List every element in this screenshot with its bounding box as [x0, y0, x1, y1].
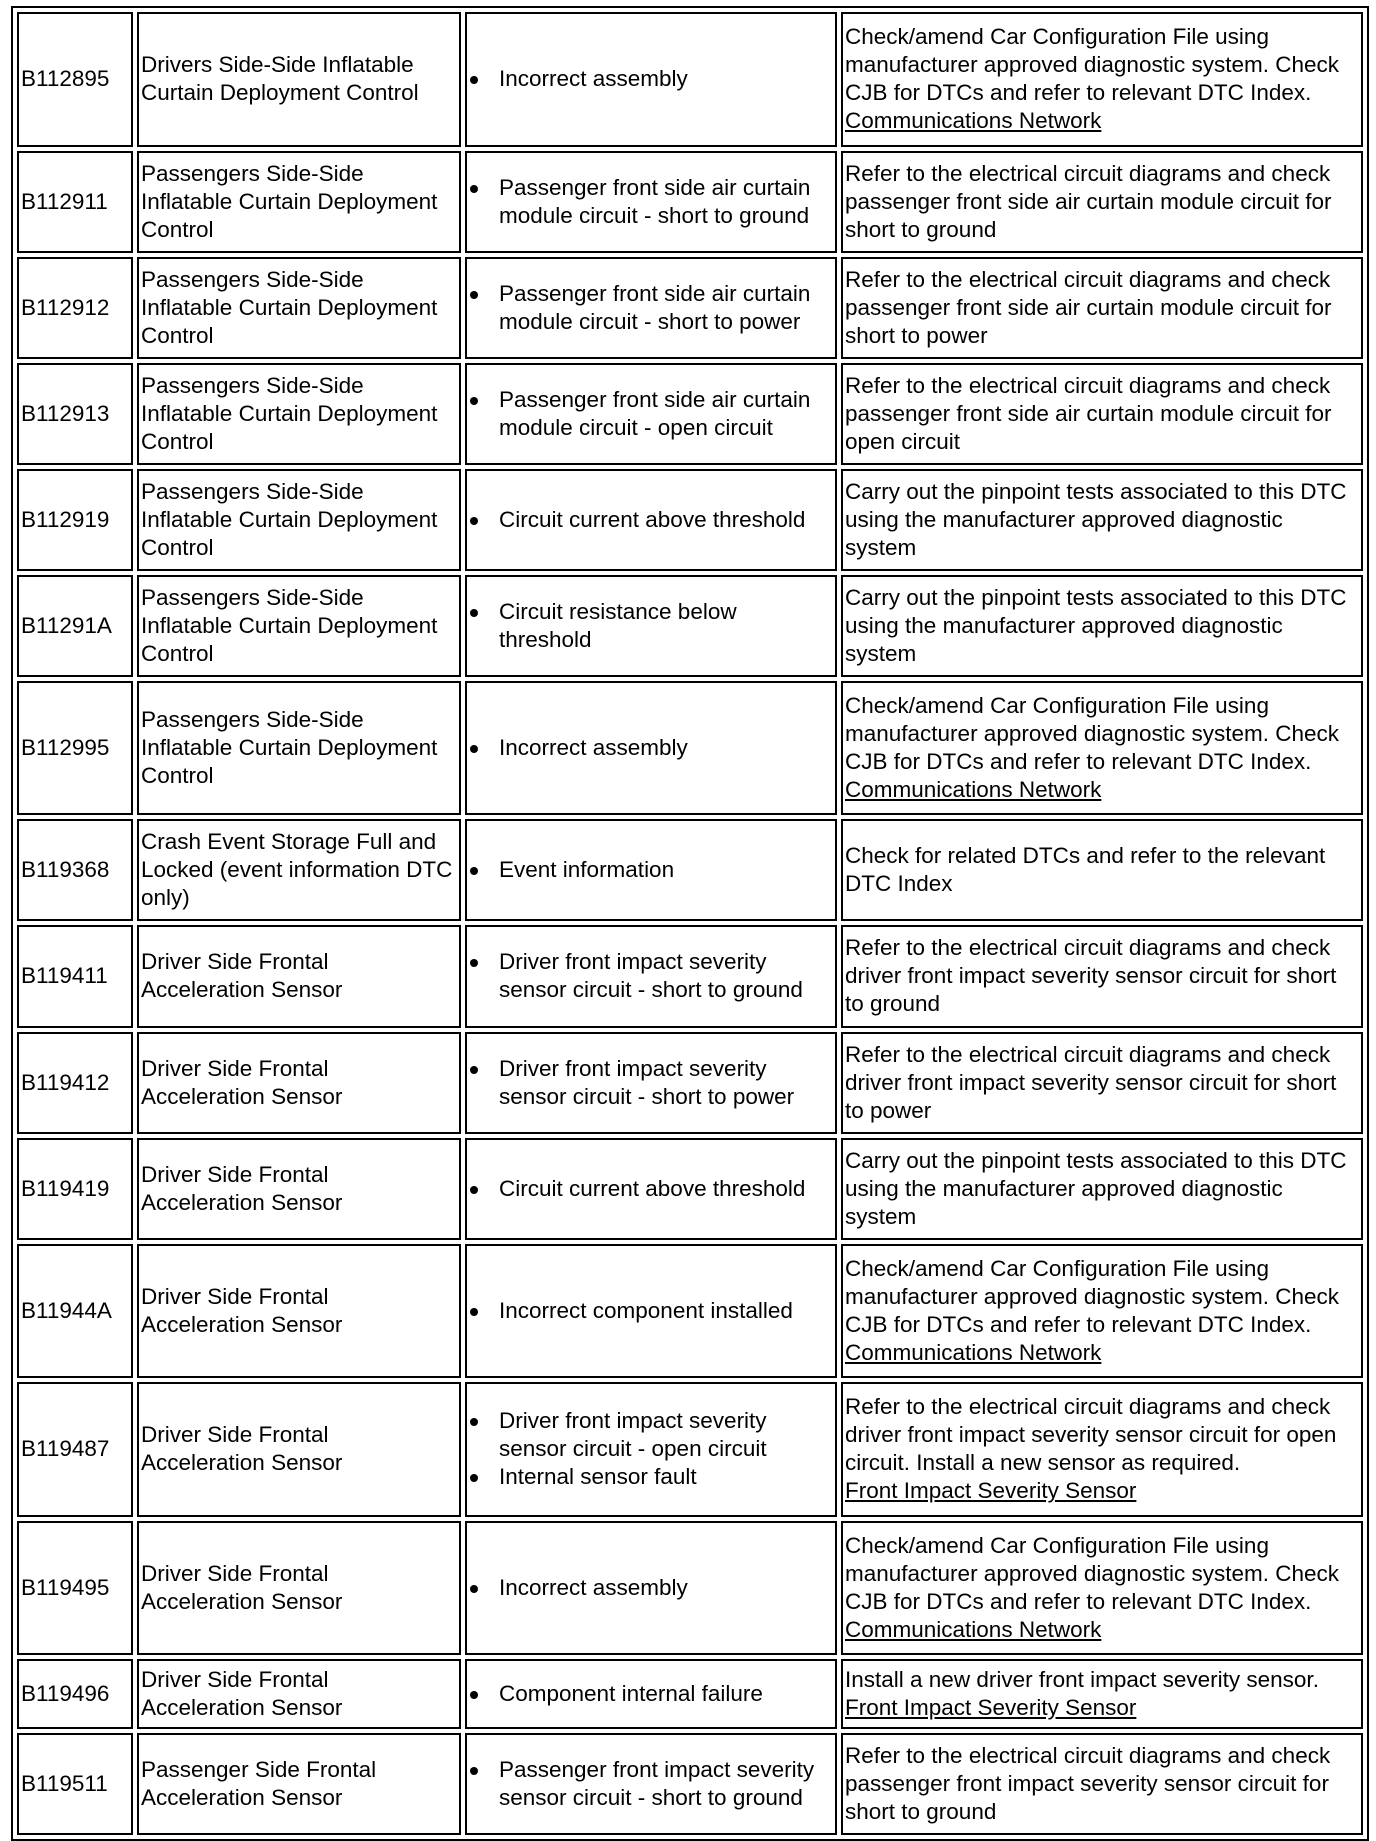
dtc-description-cell: Passengers Side-Side Inflatable Curtain Deployment Control: [137, 681, 461, 816]
dtc-description-cell: Driver Side Frontal Acceleration Sensor: [137, 1382, 461, 1517]
dtc-code-cell: B112919: [17, 469, 133, 571]
conditions-list: [469, 1055, 833, 1111]
dtc-description-cell: Passengers Side-Side Inflatable Curtain Deployment Control: [137, 575, 461, 677]
dtc-description-cell: Driver Side Frontal Acceleration Sensor: [137, 925, 461, 1027]
condition-item: Driver front impact severity sensor circuit - short to ground: [499, 948, 833, 1004]
table-row: [17, 1138, 1363, 1240]
dtc-conditions-cell: [465, 1733, 837, 1835]
dtc-conditions-cell: [465, 575, 837, 677]
condition-item: Incorrect assembly: [499, 65, 833, 93]
dtc-action-cell: [841, 1733, 1363, 1835]
conditions-list: [469, 506, 833, 534]
conditions-list: [469, 1680, 833, 1708]
dtc-conditions-cell: [465, 1521, 837, 1656]
dtc-code-cell: B119495: [17, 1521, 133, 1656]
dtc-action-cell: [841, 1521, 1363, 1656]
table-row: [17, 925, 1363, 1027]
condition-item: Passenger front side air curtain module circuit - short to ground: [499, 174, 833, 230]
condition-item: Internal sensor fault: [499, 1463, 833, 1491]
dtc-description-cell: Passengers Side-Side Inflatable Curtain Deployment Control: [137, 257, 461, 359]
action-text: Refer to the electrical circuit diagrams and check passenger front side air curtain module circuit for short to power: [845, 266, 1332, 348]
table-row: [17, 1244, 1363, 1379]
dtc-action-cell: [841, 575, 1363, 677]
condition-item: Circuit resistance below threshold: [499, 598, 833, 654]
dtc-code-cell: B119487: [17, 1382, 133, 1517]
dtc-description-cell: Driver Side Frontal Acceleration Sensor: [137, 1244, 461, 1379]
action-text: Refer to the electrical circuit diagrams and check driver front impact severity sensor circuit for short to power: [845, 1041, 1337, 1123]
dtc-description-cell: Driver Side Frontal Acceleration Sensor: [137, 1138, 461, 1240]
table-row: [17, 819, 1363, 921]
dtc-conditions-cell: [465, 1032, 837, 1134]
condition-item: Component internal failure: [499, 1680, 833, 1708]
condition-item: Incorrect assembly: [499, 1574, 833, 1602]
action-text: Carry out the pinpoint tests associated to this DTC using the manufacturer approved diagnostic system: [845, 478, 1347, 560]
conditions-list: [469, 1574, 833, 1602]
condition-item: Passenger front side air curtain module circuit - short to power: [499, 280, 833, 336]
action-text: Check/amend Car Configuration File using manufacturer approved diagnostic system. Check CJB for DTCs and refer to relevant DTC Index.: [845, 1255, 1339, 1337]
table-row: [17, 575, 1363, 677]
dtc-conditions-cell: [465, 681, 837, 816]
action-text: Check for related DTCs and refer to the relevant DTC Index: [845, 843, 1326, 897]
action-text: Install a new driver front impact severity sensor.: [845, 1667, 1319, 1692]
dtc-code-cell: B112913: [17, 363, 133, 465]
table-row: [17, 1032, 1363, 1134]
conditions-list: [469, 856, 833, 884]
condition-item: Circuit current above threshold: [499, 1175, 833, 1203]
conditions-list: [469, 280, 833, 336]
condition-item: Passenger front side air curtain module circuit - open circuit: [499, 386, 833, 442]
conditions-list: [469, 1175, 833, 1203]
dtc-action-cell: [841, 1138, 1363, 1240]
dtc-description-cell: Driver Side Frontal Acceleration Sensor: [137, 1032, 461, 1134]
conditions-list: [469, 65, 833, 93]
dtc-action-cell: [841, 681, 1363, 816]
dtc-description-cell: Passengers Side-Side Inflatable Curtain Deployment Control: [137, 469, 461, 571]
dtc-code-cell: B11944A: [17, 1244, 133, 1379]
dtc-action-cell: [841, 1382, 1363, 1517]
dtc-code-cell: B112911: [17, 151, 133, 253]
dtc-action-cell: [841, 469, 1363, 571]
dtc-action-cell: [841, 1032, 1363, 1134]
dtc-description-cell: Drivers Side-Side Inflatable Curtain Deployment Control: [137, 12, 461, 147]
dtc-action-cell: [841, 257, 1363, 359]
condition-item: Driver front impact severity sensor circuit - short to power: [499, 1055, 833, 1111]
action-text: Refer to the electrical circuit diagrams and check passenger front side air curtain module circuit for open circuit: [845, 372, 1332, 454]
dtc-conditions-cell: [465, 469, 837, 571]
dtc-conditions-cell: [465, 151, 837, 253]
dtc-description-cell: Driver Side Frontal Acceleration Sensor: [137, 1521, 461, 1656]
table-row: [17, 151, 1363, 253]
dtc-code-cell: B112912: [17, 257, 133, 359]
dtc-conditions-cell: [465, 257, 837, 359]
action-text: Carry out the pinpoint tests associated to this DTC using the manufacturer approved diagnostic system: [845, 584, 1347, 666]
reference-link[interactable]: Communications Network: [845, 777, 1102, 803]
table-row: [17, 363, 1363, 465]
condition-item: Incorrect assembly: [499, 734, 833, 762]
condition-item: Passenger front impact severity sensor circuit - short to ground: [499, 1756, 833, 1812]
dtc-conditions-cell: [465, 925, 837, 1027]
dtc-conditions-cell: [465, 1382, 837, 1517]
table-row: [17, 681, 1363, 816]
dtc-description-cell: Driver Side Frontal Acceleration Sensor: [137, 1659, 461, 1729]
reference-link[interactable]: Communications Network: [845, 1616, 1102, 1642]
dtc-code-cell: B119419: [17, 1138, 133, 1240]
condition-item: Event information: [499, 856, 833, 884]
table-row: [17, 1733, 1363, 1835]
dtc-description-cell: Crash Event Storage Full and Locked (event information DTC only): [137, 819, 461, 921]
dtc-description-cell: Passengers Side-Side Inflatable Curtain Deployment Control: [137, 363, 461, 465]
reference-link[interactable]: Communications Network: [845, 108, 1102, 134]
table-row: [17, 1382, 1363, 1517]
condition-item: Driver front impact severity sensor circuit - open circuit: [499, 1407, 833, 1463]
reference-link[interactable]: Front Impact Severity Sensor: [845, 1478, 1137, 1504]
dtc-code-cell: B119411: [17, 925, 133, 1027]
dtc-conditions-cell: [465, 1244, 837, 1379]
action-text: Check/amend Car Configuration File using manufacturer approved diagnostic system. Check CJB for DTCs and refer to relevant DTC Index.: [845, 1532, 1339, 1614]
condition-item: Incorrect component installed: [499, 1297, 833, 1325]
table-row: [17, 257, 1363, 359]
dtc-action-cell: [841, 925, 1363, 1027]
action-text: Refer to the electrical circuit diagrams and check driver front impact severity sensor circuit for open circuit. Install a new sensor as required.: [845, 1394, 1337, 1476]
conditions-list: [469, 1756, 833, 1812]
dtc-code-cell: B119496: [17, 1659, 133, 1729]
action-text: Refer to the electrical circuit diagrams and check passenger front impact severity sensor circuit for short to ground: [845, 1742, 1331, 1824]
conditions-list: [469, 174, 833, 230]
dtc-code-cell: B119368: [17, 819, 133, 921]
table-row: [17, 1659, 1363, 1729]
action-text: Refer to the electrical circuit diagrams and check passenger front side air curtain module circuit for short to ground: [845, 160, 1332, 242]
dtc-action-cell: [841, 1659, 1363, 1729]
conditions-list: [469, 386, 833, 442]
dtc-action-cell: [841, 819, 1363, 921]
conditions-list: [469, 1407, 833, 1491]
dtc-action-cell: [841, 151, 1363, 253]
dtc-conditions-cell: [465, 12, 837, 147]
dtc-code-cell: B112995: [17, 681, 133, 816]
dtc-code-cell: B119412: [17, 1032, 133, 1134]
dtc-action-cell: [841, 12, 1363, 147]
dtc-table: [11, 6, 1369, 1841]
dtc-code-cell: B119511: [17, 1733, 133, 1835]
table-row: [17, 12, 1363, 147]
action-text: Check/amend Car Configuration File using manufacturer approved diagnostic system. Check CJB for DTCs and refer to relevant DTC Index.: [845, 693, 1339, 775]
conditions-list: [469, 734, 833, 762]
dtc-action-cell: [841, 1244, 1363, 1379]
dtc-description-cell: Passengers Side-Side Inflatable Curtain Deployment Control: [137, 151, 461, 253]
dtc-description-cell: Passenger Side Frontal Acceleration Sensor: [137, 1733, 461, 1835]
reference-link[interactable]: Front Impact Severity Sensor: [845, 1695, 1137, 1720]
conditions-list: [469, 948, 833, 1004]
conditions-list: [469, 598, 833, 654]
action-text: Check/amend Car Configuration File using manufacturer approved diagnostic system. Check CJB for DTCs and refer to relevant DTC Index.: [845, 24, 1339, 106]
condition-item: Circuit current above threshold: [499, 506, 833, 534]
table-row: [17, 1521, 1363, 1656]
action-text: Carry out the pinpoint tests associated to this DTC using the manufacturer approved diagnostic system: [845, 1147, 1347, 1229]
action-text: Refer to the electrical circuit diagrams and check driver front impact severity sensor circuit for short to ground: [845, 935, 1337, 1017]
dtc-conditions-cell: [465, 1659, 837, 1729]
dtc-table-wrapper: [11, 6, 1365, 1841]
dtc-code-cell: B11291A: [17, 575, 133, 677]
table-row: [17, 469, 1363, 571]
dtc-conditions-cell: [465, 819, 837, 921]
dtc-table-body: [17, 12, 1363, 1835]
dtc-conditions-cell: [465, 363, 837, 465]
reference-link[interactable]: Communications Network: [845, 1339, 1102, 1365]
dtc-code-cell: B112895: [17, 12, 133, 147]
dtc-conditions-cell: [465, 1138, 837, 1240]
conditions-list: [469, 1297, 833, 1325]
dtc-action-cell: [841, 363, 1363, 465]
